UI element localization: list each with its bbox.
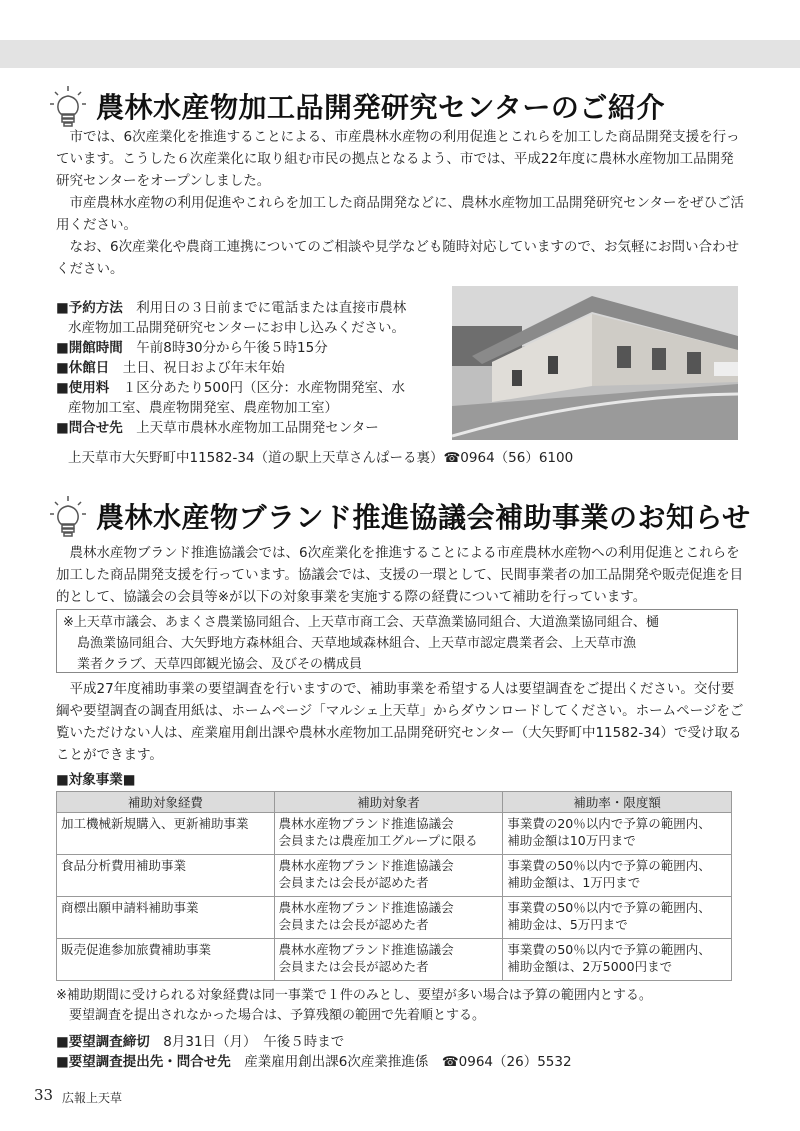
table-cell: 事業費の50％以内で予算の範囲内、 補助金額は、2万5000円まで: [503, 939, 732, 981]
lightbulb-icon: [48, 84, 88, 128]
table-cell: 農林水産物ブランド推進協議会 会員または農産加工グループに限る: [274, 813, 503, 855]
info-row-cont: 産物加工室、農産物開発室、農産物加工室）: [68, 400, 338, 416]
table-cell: 事業費の50％以内で予算の範囲内、 補助金は、5万円まで: [503, 897, 732, 939]
table-row: [57, 939, 732, 981]
note-line: 島漁業協同組合、大矢野地方森林組合、天草地域森林組合、上天草市認定農業者会、上天草市漁: [77, 636, 637, 651]
section2-intro: [56, 542, 746, 608]
column-header: 補助対象経費: [57, 792, 275, 813]
table-cell: 食品分析費用補助事業: [57, 855, 275, 897]
table-row: [57, 855, 732, 897]
table-row: [57, 897, 732, 939]
paragraph: 市では、6次産業化を推進することによる、市産農林水産物の利用促進とこれらを加工した商品開発支援を行っています。こうした６次産業化に取り組む市民の拠点となるよう、市では、平成22年度に農林水産物加工品開発研究センターをオープンしました。: [56, 129, 740, 189]
table-note: ※補助期間に受けられる対象経費は同一事業で１件のみとし、要望が多い場合は予算の範囲内とする。 要望調査を提出されなかった場合は、予算残額の範囲で先着順とする。: [56, 988, 652, 1023]
lightbulb-icon: [48, 494, 88, 538]
paragraph: 農林水産物ブランド推進協議会では、6次産業化を推進することによる市産農林水産物への利用促進とこれらを加工した商品開発支援を行っています。協議会では、支援の一環として、民間事業者の加工品開発や販売促進を目的として、協議会の会員等※が以下の対象事業を実施する際の経費について補助を行っています。: [56, 545, 744, 605]
section2-heading: [48, 494, 751, 538]
section1-title: 農林水産物加工品開発研究センターのご紹介: [96, 91, 665, 124]
table-cell: 事業費の50％以内で予算の範囲内、 補助金額は、1万円まで: [503, 855, 732, 897]
contact: ■要望調査提出先・問合せ先 産業雇用創出課6次産業推進係 ☎0964（26）5532: [56, 1054, 572, 1070]
column-header: 補助率・限度額: [503, 792, 732, 813]
table-cell: 農林水産物ブランド推進協議会 会員または会長が認めた者: [274, 855, 503, 897]
member-note-box: [56, 609, 738, 673]
info-row: ■休館日 土日、祝日および年末年始: [56, 360, 285, 376]
note-line: ※上天草市議会、あまくさ農業協同組合、上天草市商工会、天草漁業協同組合、大道漁業協同組合、樋: [63, 615, 659, 630]
info-row-cont: 水産物加工品開発研究センターにお申し込みください。: [68, 320, 405, 336]
header-band: [0, 40, 800, 68]
table-cell: 販売促進参加旅費補助事業: [57, 939, 275, 981]
table-row: [57, 813, 732, 855]
publication-name: 広報上天草: [62, 1091, 123, 1105]
table-cell: 事業費の20％以内で予算の範囲内、 補助金額は10万円まで: [503, 813, 732, 855]
section2-survey: [56, 678, 746, 766]
section1-body: [56, 126, 746, 280]
table-cell: 農林水産物ブランド推進協議会 会員または会長が認めた者: [274, 897, 503, 939]
section2-title: 農林水産物ブランド推進協議会補助事業のお知らせ: [96, 501, 751, 534]
table-cell: 商標出願申請料補助事業: [57, 897, 275, 939]
info-row: ■開館時間 午前8時30分から午後５時15分: [56, 340, 328, 356]
paragraph: 市産農林水産物の利用促進やこれらを加工した商品開発などに、農林水産物加工品開発研究センターをぜひご活用ください。: [56, 195, 744, 233]
section1-heading: [48, 84, 665, 128]
info-row: ■予約方法 利用日の３日前までに電話または直接市農林: [56, 300, 407, 316]
page-number: 33: [34, 1086, 54, 1104]
table-header-row: [57, 792, 732, 813]
deadline: ■要望調査締切 8月31日（月） 午後５時まで: [56, 1034, 345, 1050]
table-cell: 農林水産物ブランド推進協議会 会員または会長が認めた者: [274, 939, 503, 981]
subsidy-table: [56, 791, 732, 981]
paragraph: 平成27年度補助事業の要望調査を行いますので、補助事業を希望する人は要望調査をご提出ください。交付要綱や要望調査の調査用紙は、ホームページ「マルシェ上天草」からダウンロードしてください。ホームページをご覧いただけない人は、産業雇用創出課や農林水産物加工品開発研究センター（大矢野町中11582-34）で受け取ることができます。: [56, 681, 744, 763]
column-header: 補助対象者: [274, 792, 503, 813]
facility-address: 上天草市大矢野町中11582-34（道の駅上天草さんぱーる裏）☎0964（56）6100: [68, 450, 574, 466]
note-line: 業者クラブ、天草四郎観光協会、及びその構成員: [77, 657, 362, 672]
facility-photo: [452, 286, 738, 440]
info-row: ■使用料 １区分あたり500円（区分：水産物開発室、水: [56, 380, 406, 396]
table-heading: ■対象事業■: [56, 772, 136, 788]
facility-info: [56, 298, 448, 438]
paragraph: なお、6次産業化や農商工連携についてのご相談や見学なども随時対応していますので、お気軽にお問い合わせください。: [56, 239, 740, 277]
info-row: ■問合せ先 上天草市農林水産物加工品開発センター: [56, 420, 379, 436]
table-cell: 加工機械新規購入、更新補助事業: [57, 813, 275, 855]
